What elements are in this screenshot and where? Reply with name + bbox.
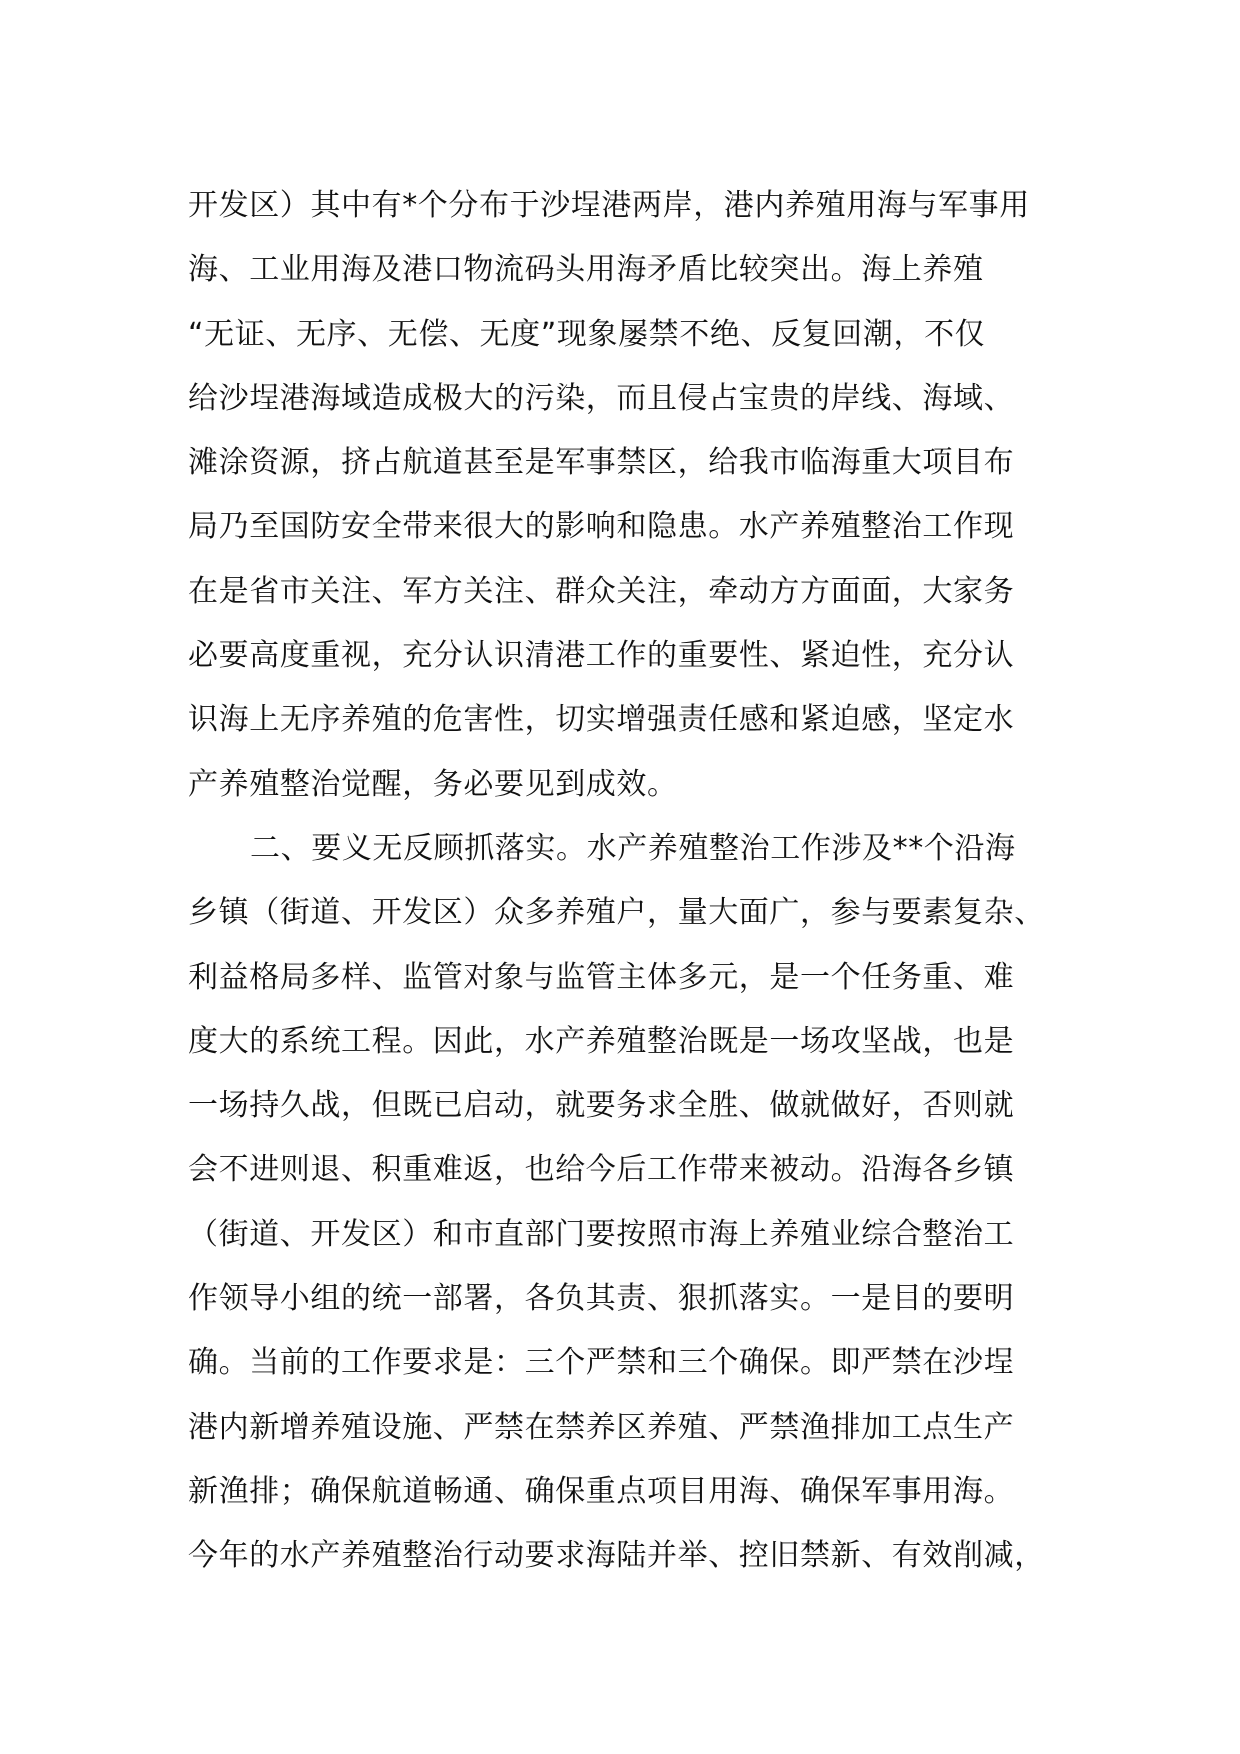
text-line: “无证、无序、无偿、无度”现象屡禁不绝、反复回潮，不仅 <box>188 316 986 352</box>
text-line: 一场持久战，但既已启动，就要务求全胜、做就做好，否则就 <box>188 1088 1015 1124</box>
document-body <box>188 174 1088 1589</box>
text-line: 确。当前的工作要求是：三个严禁和三个确保。即严禁在沙埕 <box>188 1345 1015 1381</box>
text-line: 在是省市关注、军方关注、群众关注，牵动方方面面，大家务 <box>188 573 1015 609</box>
text-line: 开发区）其中有*个分布于沙埕港两岸，港内养殖用海与军事用 <box>188 188 1030 223</box>
text-line: 作领导小组的统一部署，各负其责、狠抓落实。一是目的要明 <box>188 1281 1015 1317</box>
text-line: 会不进则退、积重难返，也给今后工作带来被动。沿海各乡镇 <box>188 1152 1015 1188</box>
text-line: 识海上无序养殖的危害性，切实增强责任感和紧迫感，坚定水 <box>188 702 1015 738</box>
text-line: 度大的系统工程。因此，水产养殖整治既是一场攻坚战，也是 <box>188 1023 1015 1059</box>
text-line: 滩涂资源，挤占航道甚至是军事禁区，给我市临海重大项目布 <box>188 445 1015 481</box>
paragraph-start-line: 二、要义无反顾抓落实。水产养殖整治工作涉及**个沿海 <box>250 830 1016 866</box>
text-line: 必要高度重视，充分认识清港工作的重要性、紧迫性，充分认 <box>188 638 1015 674</box>
text-line: 乡镇（街道、开发区）众多养殖户，量大面广，参与要素复杂、 <box>188 895 1045 931</box>
text-line: 今年的水产养殖整治行动要求海陆并举、控旧禁新、有效削减， <box>188 1538 1045 1574</box>
text-line: 局乃至国防安全带来很大的影响和隐患。水产养殖整治工作现 <box>188 509 1015 545</box>
text-line: 产养殖整治觉醒，务必要见到成效。 <box>188 766 678 802</box>
text-line: 给沙埕港海域造成极大的污染，而且侵占宝贵的岸线、海域、 <box>188 380 1015 416</box>
text-line: （街道、开发区）和市直部门要按照市海上养殖业综合整治工 <box>188 1216 1015 1252</box>
text-line: 海、工业用海及港口物流码头用海矛盾比较突出。海上养殖 <box>188 252 984 288</box>
text-line: 港内新增养殖设施、严禁在禁养区养殖、严禁渔排加工点生产 <box>188 1409 1015 1445</box>
text-line: 新渔排；确保航道畅通、确保重点项目用海、确保军事用海。 <box>188 1473 1015 1509</box>
text-line: 利益格局多样、监管对象与监管主体多元，是一个任务重、难 <box>188 959 1015 995</box>
